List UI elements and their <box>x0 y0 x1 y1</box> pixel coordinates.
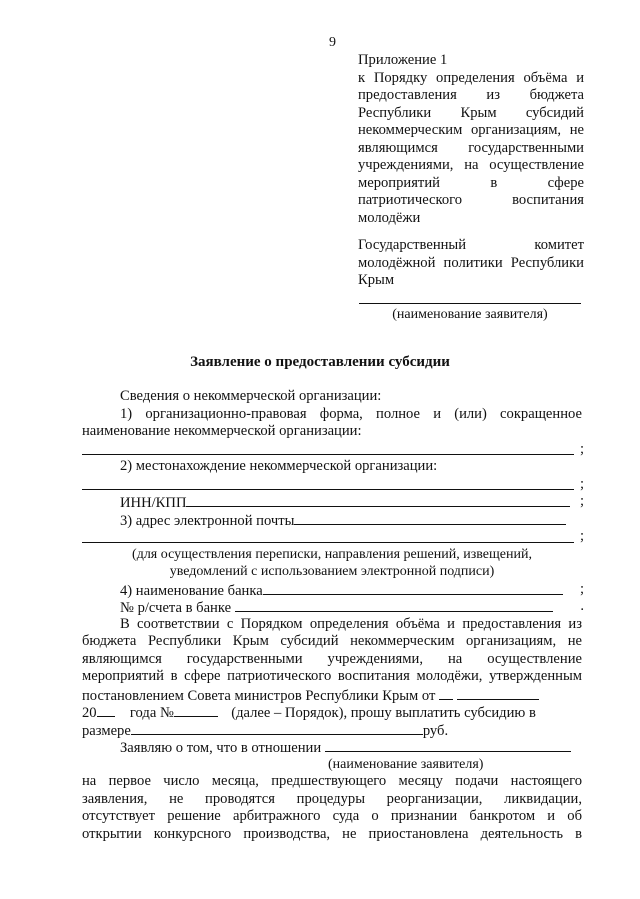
appendix-line: являющимся государственными <box>358 139 584 156</box>
recipient-line: Крым <box>358 272 395 288</box>
email-field[interactable] <box>294 511 566 525</box>
appendix-line: Республики Крым субсидий <box>358 104 584 121</box>
page-number: 9 <box>329 35 336 50</box>
para1-date-row <box>82 686 582 704</box>
appendix-line: предоставления из бюджета <box>358 87 584 103</box>
semicolon: ; <box>579 475 584 492</box>
number-label: года № <box>129 705 174 721</box>
appendix-line: учреждениями, на осуществление <box>358 157 584 173</box>
year-field[interactable] <box>97 703 115 717</box>
recipient-block <box>358 237 584 290</box>
appendix-line: молодёжи <box>358 209 421 226</box>
para1-line: мероприятий в сфере патриотического воспитания молодёжи, утвержденным <box>82 668 582 684</box>
inn-row <box>82 493 582 511</box>
email-field-cont[interactable] <box>82 528 582 546</box>
para1-line: бюджета Республики Крым субсидий некоммерческим организациям, не <box>82 633 582 649</box>
account-label: № р/счета в банке <box>120 600 232 616</box>
para2-line: отсутствует решение арбитражного суда о признании банкротом и об <box>82 808 582 824</box>
para1-line: являющимся государственными учреждениями, на осуществление <box>82 650 582 667</box>
para1-text: постановлением Совета министров Республики Крым от <box>82 687 436 704</box>
appendix-line: мероприятий в сфере <box>358 174 584 191</box>
date-field[interactable] <box>457 686 539 700</box>
item1-line2: наименование некоммерческой организации: <box>82 423 362 439</box>
email-row <box>82 511 582 529</box>
semicolon: ; <box>579 580 584 597</box>
declare-text: Заявляю о том, что в отношении <box>120 740 322 756</box>
inn-label: ИНН/КПП <box>120 495 187 511</box>
date-day-field[interactable] <box>439 686 453 700</box>
semicolon: ; <box>579 440 584 457</box>
appendix-line: некоммерческим организациям, не <box>358 122 584 138</box>
account-field[interactable] <box>235 598 553 612</box>
bank-field[interactable] <box>263 581 563 595</box>
declare-caption-row <box>82 756 582 774</box>
para2-line: заявления, не проводятся процедуры реорганизации, ликвидации, <box>82 790 582 807</box>
document-title: Заявление о предоставлении субсидии <box>190 354 450 370</box>
amount-label: размере <box>82 722 131 739</box>
intro-text: Сведения о некоммерческой организации: <box>120 388 382 404</box>
para2-line: открытии конкурсного производства, не приостановлена деятельность в <box>82 825 582 842</box>
recipient-line: Государственный комитет <box>358 237 584 253</box>
item1-line: 1) организационно-правовая форма, полное и (или) сокращенное <box>120 405 582 422</box>
period: . <box>580 598 584 614</box>
amount-field[interactable] <box>131 721 423 735</box>
amount-row <box>82 721 582 739</box>
email-note: уведомлений с использованием электронной подписи) <box>169 564 495 579</box>
email-note: (для осуществления переписки, направления решений, извещений, <box>132 546 532 562</box>
para2-line: на первое число месяца, предшествующего месяцу подачи настоящего <box>82 773 582 789</box>
org-name-field[interactable] <box>82 441 582 459</box>
para1-line: В соответствии с Порядком определения объёма и предоставления из <box>120 615 582 632</box>
bank-label: 4) наименование банка <box>120 582 263 599</box>
bank-row <box>82 581 582 599</box>
para1-text: (далее – Порядок), прошу выплатить субсидию в <box>231 705 536 721</box>
location-field[interactable] <box>82 476 582 494</box>
email-label: 3) адрес электронной почты <box>120 512 295 529</box>
appendix-line: патриотического воспитания <box>358 192 584 208</box>
declare-applicant-field[interactable] <box>325 738 571 752</box>
semicolon: ; <box>579 528 584 544</box>
application-body <box>82 388 582 843</box>
applicant-name-field[interactable] <box>359 303 581 304</box>
appendix-title: Приложение 1 <box>358 52 448 68</box>
currency: руб. <box>422 722 449 739</box>
para1-number-row <box>82 703 582 721</box>
semicolon: ; <box>579 493 584 509</box>
appendix-block <box>358 52 584 227</box>
account-row <box>82 598 582 616</box>
item2-line: 2) местонахождение некоммерческой организации: <box>120 458 438 474</box>
year-prefix: 20 <box>82 705 97 721</box>
decree-number-field[interactable] <box>174 703 218 717</box>
applicant-caption: (наименование заявителя) <box>392 307 548 322</box>
inn-field[interactable] <box>186 493 570 507</box>
declare-row <box>82 738 582 756</box>
declare-caption: (наименование заявителя) <box>328 756 484 772</box>
intro-line <box>82 388 582 406</box>
appendix-line: к Порядку определения объёма и <box>358 69 584 86</box>
recipient-line: молодёжной политики Республики <box>358 254 584 271</box>
